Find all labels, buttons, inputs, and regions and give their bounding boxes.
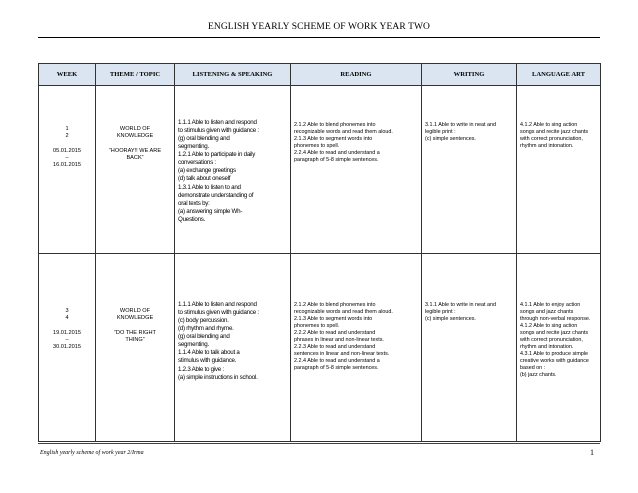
week-line: 2 [65, 133, 69, 140]
scheme-table-container [38, 63, 600, 442]
reading-line: 2.1.3 Able to segment words into [294, 136, 373, 143]
reading-line: paragraph of 5-8 simple sentences. [294, 365, 379, 372]
week-line: – [65, 155, 69, 162]
listening-line: 1.3.1 Able to listen to and [178, 183, 241, 191]
week-cell [39, 254, 96, 442]
listening-line: 1.1.1 Able to listen and respond [178, 119, 257, 126]
language-art-line: 4.1.1 Able to enjoy action [520, 302, 581, 308]
header-theme-topic: THEME / TOPIC [96, 64, 175, 86]
language-art-line: (b) jazz chants. [520, 372, 557, 379]
language-art-cell [517, 86, 601, 254]
listening-line: (a) answering simple Wh- [178, 207, 243, 215]
reading-line: 2.2.4 Able to read and understand a [294, 150, 380, 157]
language-art-cell [517, 254, 601, 442]
week-line: 4 [65, 315, 69, 322]
listening-line: demonstrate understanding of [178, 191, 254, 199]
listening-line: segmenting. [178, 341, 209, 349]
listening-line: conversations : [178, 159, 216, 167]
reading-line: phrases in linear and non-linear texts. [294, 337, 384, 344]
writing-cell [422, 254, 517, 442]
language-art-line: 4.1.2 Able to sing action [520, 122, 578, 128]
week-line: – [65, 337, 69, 344]
language-art-line: with correct pronunciation, [520, 136, 583, 143]
theme-cell [96, 86, 175, 254]
header-language-art: LANGUAGE ART [517, 64, 601, 86]
theme-line [99, 323, 171, 330]
writing-line: (c) simple sentences. [425, 316, 476, 323]
listening-line: oral texts by: [178, 199, 210, 207]
theme-line: “DO THE RIGHT [114, 329, 156, 336]
reading-line: 2.2.2 Able to read and understand [294, 330, 376, 337]
writing-line: legible print : [425, 129, 456, 136]
reading-line: recognizable words and read them aloud. [294, 129, 393, 136]
listening-line: 1.1.1 Able to listen and respond [178, 301, 257, 308]
week-line: 1 [65, 126, 69, 132]
page-number: 1 [590, 448, 594, 457]
reading-line: 2.1.2 Able to blend phonemes into [294, 302, 376, 308]
header-reading: READING [291, 64, 422, 86]
week-line: 19.01.2015 [53, 329, 81, 336]
week-line: 05.01.2015 [53, 147, 81, 154]
table-row [39, 254, 601, 442]
table-header-row [39, 64, 601, 86]
week-line: 16.01.2015 [53, 162, 81, 169]
listening-line: (c) body percussion. [178, 317, 229, 325]
listening-line: (d) rhythm and rhyme. [178, 325, 234, 333]
writing-line: (c) simple sentences. [425, 136, 476, 143]
language-art-line: through non-verbal response. [520, 316, 591, 323]
listening-line: stimulus with guidance. [178, 357, 237, 365]
listening-line: (g) oral blending and [178, 135, 230, 143]
reading-line: 2.1.3 Able to segment words into [294, 316, 373, 323]
theme-cell [96, 254, 175, 442]
header-writing: WRITING [422, 64, 517, 86]
theme-line: BACK” [126, 155, 144, 162]
writing-cell [422, 86, 517, 254]
language-art-line: songs and recite jazz chants [520, 330, 589, 337]
listening-line: 1.2.3 Able to give : [178, 365, 224, 373]
language-art-line: songs and jazz chants [520, 309, 574, 316]
listening-line: (a) simple instructions in school. [178, 373, 258, 381]
reading-line: paragraph of 5-8 simple sentences. [294, 157, 379, 164]
writing-line: 3.1.1 Able to write in neat and [425, 302, 497, 308]
listening-line: (g) oral blending and [178, 333, 230, 341]
theme-line: WORLD OF [119, 308, 151, 314]
language-art-line: based on : [520, 365, 546, 372]
theme-line: THING” [125, 337, 145, 344]
reading-line: phonemes to spell. [294, 143, 340, 150]
language-art-line: songs and recite jazz chants [520, 129, 589, 136]
title-underline [38, 37, 600, 38]
theme-line: “HOORAY!! WE ARE [108, 147, 162, 154]
reading-line: sentences in linear and non-linear texts. [294, 351, 390, 358]
listening-line: (d) talk about oneself [178, 175, 231, 183]
theme-line: WORLD OF [119, 126, 151, 132]
theme-line: KNOWLEDGE [116, 315, 154, 322]
language-art-line: rhythm and intonation. [520, 344, 574, 351]
language-art-line: rhythm and intonation. [520, 143, 574, 150]
table-row [39, 86, 601, 254]
listening-line: to stimulus given with guidance : [178, 127, 259, 135]
header-week: WEEK [39, 64, 96, 86]
reading-line: recognizable words and read them aloud. [294, 309, 393, 316]
week-line [42, 323, 92, 330]
listening-line: segmenting. [178, 143, 209, 151]
scheme-of-work-table [38, 63, 601, 442]
language-art-line: 4.3.1 Able to produce simple [520, 351, 589, 358]
week-line [42, 141, 92, 148]
footer-divider [38, 443, 600, 444]
footer-caption: English yearly scheme of work year 2/Irma [40, 450, 144, 456]
week-line: 30.01.2015 [53, 344, 81, 351]
writing-line: legible print : [425, 309, 456, 316]
reading-line: 2.2.3 Able to read and understand [294, 344, 376, 351]
listening-line: 1.2.1 Able to participate in daily [178, 151, 256, 159]
listening-speaking-cell [175, 254, 291, 442]
listening-line: (a) exchange greetings [178, 167, 236, 175]
reading-cell [291, 254, 422, 442]
listening-line: to stimulus given with guidance : [178, 309, 259, 317]
reading-line: phonemes to spell. [294, 323, 340, 330]
listening-speaking-cell [175, 86, 291, 254]
reading-line: 2.1.2 Able to blend phonemes into [294, 122, 376, 128]
listening-line: 1.1.4 Able to talk about a [178, 349, 240, 357]
reading-cell [291, 86, 422, 254]
writing-line: 3.1.1 Able to write in neat and [425, 122, 497, 128]
document-title: ENGLISH YEARLY SCHEME OF WORK YEAR TWO [207, 22, 431, 32]
week-cell [39, 86, 96, 254]
theme-line [99, 141, 171, 148]
language-art-line: 4.1.2 Able to sing action [520, 323, 578, 330]
header-listening-speaking: LISTENING & SPEAKING [175, 64, 291, 86]
theme-line: KNOWLEDGE [116, 133, 154, 140]
reading-line: 2.2.4 Able to read and understand a [294, 358, 380, 365]
listening-line: Questions. [178, 215, 206, 223]
week-line: 3 [65, 308, 69, 314]
language-art-line: with correct pronunciation, [520, 337, 583, 344]
language-art-line: creative works with guidance [520, 358, 589, 365]
